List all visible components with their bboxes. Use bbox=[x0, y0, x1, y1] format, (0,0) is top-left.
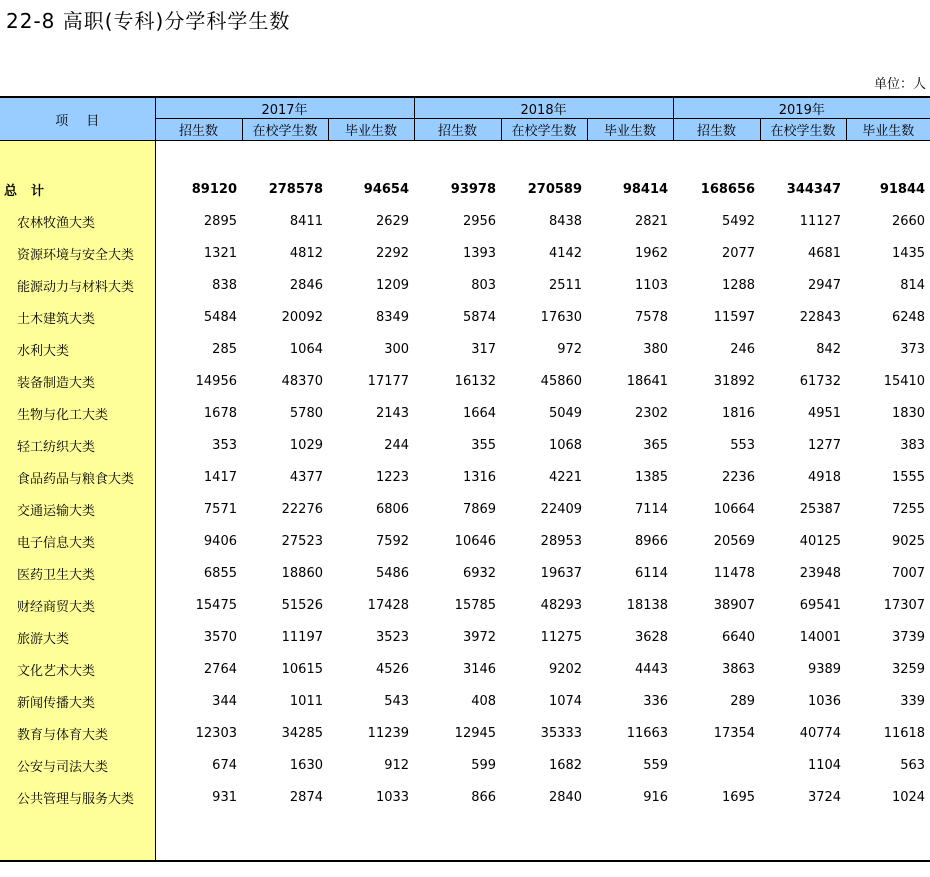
cell: 7869 bbox=[462, 501, 497, 517]
cell: 8966 bbox=[634, 533, 669, 549]
cell: 18138 bbox=[626, 597, 669, 613]
cell: 1033 bbox=[375, 789, 410, 805]
col-header-enrollment: 招生数 bbox=[155, 119, 242, 141]
cell: 15410 bbox=[883, 373, 926, 389]
cell: 9389 bbox=[807, 661, 842, 677]
cell: 2292 bbox=[375, 245, 410, 261]
table-row bbox=[0, 781, 930, 813]
table-header bbox=[0, 97, 930, 141]
cell: 2956 bbox=[462, 213, 497, 229]
row-label: 新闻传播大类 bbox=[0, 685, 155, 717]
cell: 1664 bbox=[462, 405, 497, 421]
row-label: 财经商贸大类 bbox=[0, 589, 155, 621]
cell: 270589 bbox=[527, 181, 583, 197]
row-label: 公共管理与服务大类 bbox=[0, 781, 155, 813]
cell: 14956 bbox=[195, 373, 237, 389]
cell: 1011 bbox=[289, 693, 323, 709]
cell: 17354 bbox=[713, 725, 756, 741]
table-row bbox=[0, 269, 930, 301]
cell: 1695 bbox=[721, 789, 756, 805]
table-row bbox=[0, 621, 930, 653]
row-label: 教育与体育大类 bbox=[0, 717, 155, 749]
cell: 4918 bbox=[807, 469, 842, 485]
row-label: 食品药品与粮食大类 bbox=[0, 461, 155, 493]
row-label: 文化艺术大类 bbox=[0, 653, 155, 685]
cell: 15475 bbox=[195, 597, 237, 613]
cell: 1074 bbox=[548, 693, 583, 709]
cell: 22843 bbox=[799, 309, 842, 325]
cell: 89120 bbox=[191, 181, 237, 197]
cell: 2302 bbox=[634, 405, 669, 421]
cell: 2821 bbox=[634, 213, 669, 229]
cell: 20569 bbox=[713, 533, 756, 549]
cell: 1385 bbox=[634, 469, 669, 485]
row-label: 电子信息大类 bbox=[0, 525, 155, 557]
cell: 8349 bbox=[375, 309, 410, 325]
cell: 3972 bbox=[462, 629, 497, 645]
cell: 4443 bbox=[634, 661, 669, 677]
cell: 16132 bbox=[454, 373, 497, 389]
data-table bbox=[0, 96, 930, 862]
table-row bbox=[0, 333, 930, 365]
cell: 543 bbox=[384, 693, 410, 709]
cell: 7007 bbox=[891, 565, 926, 581]
cell: 11197 bbox=[281, 629, 323, 645]
col-header-graduates: 毕业生数 bbox=[328, 119, 414, 141]
cell: 91844 bbox=[879, 181, 926, 197]
cell: 45860 bbox=[540, 373, 583, 389]
cell: 1393 bbox=[462, 245, 497, 261]
year-header-2019: 2019年 bbox=[673, 97, 930, 119]
cell: 4142 bbox=[548, 245, 583, 261]
table-row bbox=[0, 717, 930, 749]
cell: 246 bbox=[730, 341, 756, 357]
table-row bbox=[0, 525, 930, 557]
cell: 1682 bbox=[548, 757, 583, 773]
cell: 11663 bbox=[626, 725, 669, 741]
cell: 6806 bbox=[375, 501, 410, 517]
cell: 8411 bbox=[289, 213, 323, 229]
cell: 1321 bbox=[203, 245, 237, 261]
row-label: 土木建筑大类 bbox=[0, 301, 155, 333]
cell: 25387 bbox=[799, 501, 842, 517]
cell: 1288 bbox=[721, 277, 756, 293]
cell: 2629 bbox=[375, 213, 410, 229]
cell: 5049 bbox=[548, 405, 583, 421]
row-label: 装备制造大类 bbox=[0, 365, 155, 397]
cell: 1036 bbox=[807, 693, 842, 709]
cell: 19637 bbox=[540, 565, 583, 581]
cell: 2874 bbox=[289, 789, 323, 805]
cell: 2846 bbox=[289, 277, 323, 293]
cell: 51526 bbox=[281, 597, 323, 613]
cell: 11127 bbox=[799, 213, 842, 229]
cell: 48370 bbox=[281, 373, 323, 389]
col-header-graduates: 毕业生数 bbox=[846, 119, 930, 141]
cell: 168656 bbox=[700, 181, 756, 197]
cell: 838 bbox=[212, 277, 237, 293]
cell: 803 bbox=[471, 277, 497, 293]
table-row bbox=[0, 461, 930, 493]
cell: 2511 bbox=[548, 277, 583, 293]
table-body bbox=[0, 141, 930, 862]
cell: 317 bbox=[471, 341, 497, 357]
table-row bbox=[0, 301, 930, 333]
cell: 383 bbox=[900, 437, 926, 453]
cell: 40125 bbox=[799, 533, 842, 549]
cell: 6640 bbox=[721, 629, 756, 645]
cell: 244 bbox=[384, 437, 410, 453]
table-row bbox=[0, 589, 930, 621]
cell: 599 bbox=[471, 757, 497, 773]
year-header-2017: 2017年 bbox=[155, 97, 414, 119]
item-column-header: 项目 bbox=[0, 97, 155, 141]
cell: 17307 bbox=[883, 597, 926, 613]
cell: 1104 bbox=[807, 757, 842, 773]
cell: 7255 bbox=[891, 501, 926, 517]
cell: 344 bbox=[212, 693, 237, 709]
cell: 9025 bbox=[891, 533, 926, 549]
cell: 380 bbox=[643, 341, 669, 357]
cell: 10646 bbox=[454, 533, 497, 549]
row-label: 水利大类 bbox=[0, 333, 155, 365]
cell: 1209 bbox=[375, 277, 410, 293]
cell: 20092 bbox=[281, 309, 323, 325]
cell: 3724 bbox=[807, 789, 842, 805]
cell: 355 bbox=[471, 437, 497, 453]
cell: 4221 bbox=[548, 469, 583, 485]
cell: 842 bbox=[816, 341, 842, 357]
cell: 8438 bbox=[548, 213, 583, 229]
cell: 11275 bbox=[540, 629, 583, 645]
cell: 5484 bbox=[203, 309, 237, 325]
cell: 2077 bbox=[721, 245, 756, 261]
cell: 18641 bbox=[626, 373, 669, 389]
cell: 559 bbox=[643, 757, 669, 773]
cell: 3570 bbox=[203, 629, 237, 645]
cell: 6248 bbox=[891, 309, 926, 325]
cell: 4681 bbox=[807, 245, 842, 261]
cell: 35333 bbox=[540, 725, 583, 741]
cell: 1024 bbox=[891, 789, 926, 805]
cell: 12945 bbox=[454, 725, 497, 741]
row-label: 总计 bbox=[0, 173, 155, 205]
unit-label: 单位：人 bbox=[873, 77, 926, 92]
cell: 866 bbox=[471, 789, 497, 805]
cell: 3628 bbox=[634, 629, 669, 645]
cell: 17428 bbox=[367, 597, 410, 613]
row-label: 交通运输大类 bbox=[0, 493, 155, 525]
cell: 3863 bbox=[721, 661, 756, 677]
cell: 2947 bbox=[807, 277, 842, 293]
cell: 4526 bbox=[375, 661, 410, 677]
cell: 3259 bbox=[891, 661, 926, 677]
cell: 931 bbox=[212, 789, 237, 805]
cell: 5486 bbox=[375, 565, 410, 581]
cell: 4951 bbox=[807, 405, 842, 421]
cell: 7114 bbox=[634, 501, 669, 517]
cell: 2143 bbox=[375, 405, 410, 421]
cell: 373 bbox=[900, 341, 926, 357]
cell: 289 bbox=[730, 693, 756, 709]
cell: 11597 bbox=[713, 309, 756, 325]
cell: 6114 bbox=[634, 565, 669, 581]
cell: 61732 bbox=[799, 373, 842, 389]
col-header-in-school: 在校学生数 bbox=[760, 119, 846, 141]
table-row bbox=[0, 493, 930, 525]
cell: 339 bbox=[900, 693, 926, 709]
cell: 40774 bbox=[799, 725, 842, 741]
row-label: 资源环境与安全大类 bbox=[0, 237, 155, 269]
col-header-in-school: 在校学生数 bbox=[242, 119, 328, 141]
year-header-2018: 2018年 bbox=[414, 97, 673, 119]
cell: 1029 bbox=[289, 437, 323, 453]
cell bbox=[673, 749, 760, 781]
cell: 38907 bbox=[713, 597, 756, 613]
cell: 5780 bbox=[289, 405, 323, 421]
table-row bbox=[0, 429, 930, 461]
cell: 94654 bbox=[363, 181, 410, 197]
cell: 22276 bbox=[281, 501, 323, 517]
cell: 31892 bbox=[713, 373, 756, 389]
cell: 1316 bbox=[462, 469, 497, 485]
cell: 1223 bbox=[375, 469, 410, 485]
cell: 1678 bbox=[203, 405, 237, 421]
cell: 34285 bbox=[281, 725, 323, 741]
cell: 6855 bbox=[203, 565, 237, 581]
table-row bbox=[0, 397, 930, 429]
cell: 11618 bbox=[883, 725, 926, 741]
cell: 336 bbox=[643, 693, 669, 709]
cell: 5874 bbox=[462, 309, 497, 325]
cell: 3739 bbox=[891, 629, 926, 645]
cell: 3146 bbox=[462, 661, 497, 677]
cell: 353 bbox=[212, 437, 237, 453]
cell: 17630 bbox=[540, 309, 583, 325]
cell: 916 bbox=[643, 789, 669, 805]
cell: 5492 bbox=[721, 213, 756, 229]
cell: 344347 bbox=[786, 181, 842, 197]
cell: 48293 bbox=[540, 597, 583, 613]
cell: 674 bbox=[212, 757, 237, 773]
cell: 365 bbox=[643, 437, 669, 453]
cell: 4377 bbox=[289, 469, 323, 485]
cell: 4812 bbox=[289, 245, 323, 261]
cell: 93978 bbox=[450, 181, 497, 197]
col-header-graduates: 毕业生数 bbox=[587, 119, 673, 141]
cell: 27523 bbox=[281, 533, 323, 549]
cell: 1277 bbox=[807, 437, 842, 453]
cell: 972 bbox=[557, 341, 583, 357]
cell: 408 bbox=[471, 693, 497, 709]
cell: 28953 bbox=[540, 533, 583, 549]
spacer-row bbox=[0, 141, 930, 174]
total-row bbox=[0, 173, 930, 205]
cell: 15785 bbox=[454, 597, 497, 613]
cell: 2764 bbox=[203, 661, 237, 677]
cell: 1830 bbox=[891, 405, 926, 421]
cell: 278578 bbox=[268, 181, 323, 197]
cell: 22409 bbox=[540, 501, 583, 517]
row-label: 农林牧渔大类 bbox=[0, 205, 155, 237]
row-label: 能源动力与材料大类 bbox=[0, 269, 155, 301]
cell: 1103 bbox=[634, 277, 669, 293]
col-header-in-school: 在校学生数 bbox=[501, 119, 587, 141]
cell: 285 bbox=[212, 341, 237, 357]
cell: 12303 bbox=[195, 725, 237, 741]
cell: 1417 bbox=[203, 469, 237, 485]
cell: 7592 bbox=[375, 533, 410, 549]
col-header-enrollment: 招生数 bbox=[414, 119, 501, 141]
cell: 1555 bbox=[891, 469, 926, 485]
cell: 2660 bbox=[891, 213, 926, 229]
cell: 11478 bbox=[713, 565, 756, 581]
cell: 18860 bbox=[281, 565, 323, 581]
cell: 7571 bbox=[203, 501, 237, 517]
cell: 553 bbox=[730, 437, 756, 453]
page-title: 22-8 高职(专科)分学科学生数 bbox=[6, 9, 291, 33]
cell: 6932 bbox=[462, 565, 497, 581]
cell: 11239 bbox=[367, 725, 410, 741]
table-row bbox=[0, 557, 930, 589]
table-row bbox=[0, 749, 930, 781]
cell: 1064 bbox=[289, 341, 323, 357]
cell: 563 bbox=[900, 757, 926, 773]
row-label: 生物与化工大类 bbox=[0, 397, 155, 429]
cell: 1816 bbox=[721, 405, 756, 421]
cell: 10664 bbox=[713, 501, 756, 517]
spacer-row bbox=[0, 813, 930, 861]
row-label: 医药卫生大类 bbox=[0, 557, 155, 589]
table-row bbox=[0, 237, 930, 269]
table-row bbox=[0, 205, 930, 237]
cell: 300 bbox=[384, 341, 410, 357]
cell: 69541 bbox=[799, 597, 842, 613]
cell: 10615 bbox=[281, 661, 323, 677]
cell: 1630 bbox=[289, 757, 323, 773]
cell: 9202 bbox=[548, 661, 583, 677]
table-row bbox=[0, 365, 930, 397]
row-label: 旅游大类 bbox=[0, 621, 155, 653]
cell: 14001 bbox=[799, 629, 842, 645]
cell: 3523 bbox=[375, 629, 410, 645]
cell: 7578 bbox=[634, 309, 669, 325]
cell: 17177 bbox=[367, 373, 410, 389]
cell: 814 bbox=[900, 277, 926, 293]
cell: 98414 bbox=[622, 181, 669, 197]
row-label: 轻工纺织大类 bbox=[0, 429, 155, 461]
cell: 2840 bbox=[548, 789, 583, 805]
cell: 9406 bbox=[203, 533, 237, 549]
cell: 1435 bbox=[891, 245, 926, 261]
cell: 23948 bbox=[799, 565, 842, 581]
cell: 2236 bbox=[721, 469, 756, 485]
cell: 2895 bbox=[203, 213, 237, 229]
table-row bbox=[0, 653, 930, 685]
row-label: 公安与司法大类 bbox=[0, 749, 155, 781]
cell: 912 bbox=[384, 757, 410, 773]
cell: 1068 bbox=[548, 437, 583, 453]
col-header-enrollment: 招生数 bbox=[673, 119, 760, 141]
table-row bbox=[0, 685, 930, 717]
cell: 1962 bbox=[634, 245, 669, 261]
